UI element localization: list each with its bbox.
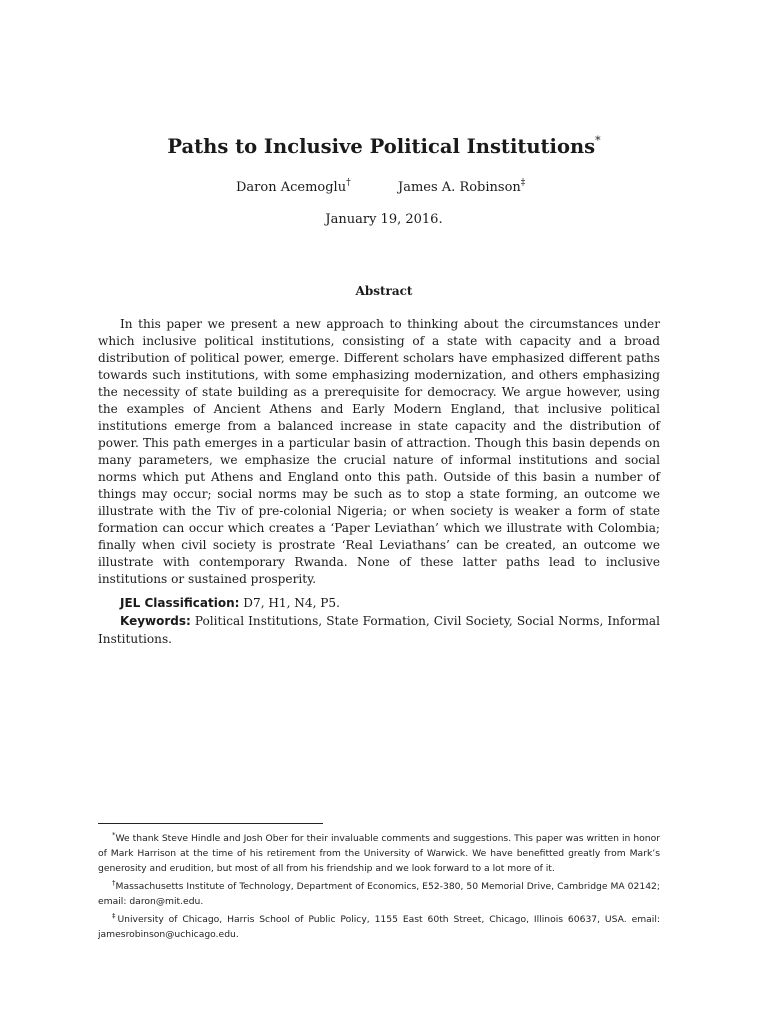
- footnote-text: Massachusetts Institute of Technology, Department of Economics, E52-380, 50 Memorial Drive, Cambridge MA 02142; email: daron@mit.edu.: [98, 881, 660, 907]
- keywords-label: Keywords:: [120, 614, 191, 628]
- abstract-body: In this paper we present a new approach to thinking about the circumstances under which inclusive political institutions, consisting of a state with capacity and a broad distribution of political power, emerge. Different scholars have emphasized different paths towards such institutions, with some emphasizing modernization, and others emphasizing the necessity of state building as a prerequisite for democracy. We argue however, using the examples of Ancient Athens and Early Modern England, that inclusive political institutions emerge from a balanced increase in state capacity and the distribution of power. This path emerges in a particular basin of attraction. Though this basin depends on many parameters, we emphasize the crucial nature of informal institutions and social norms which put Athens and England onto this path. Outside of this basin a number of things may occur; social norms may be such as to stop a state forming, an outcome we illustrate with the Tiv of pre-colonial Nigeria; or when society is weaker a form of state formation can occur which creates a ‘Paper Leviathan’ which we illustrate with Colombia; finally when civil society is prostrate ‘Real Leviathans’ can be created, an outcome we illustrate with contemporary Rwanda. None of these latter paths lead to inclusive institutions or sustained prosperity.: [98, 317, 660, 586]
- footnote-marker: ‡: [112, 912, 118, 920]
- keywords: [98, 612, 660, 648]
- classification-block: [98, 594, 660, 648]
- title-footnote-marker: *: [595, 134, 601, 147]
- author-name: Daron Acemoglu: [236, 180, 347, 195]
- jel-label: JEL Classification:: [120, 596, 240, 610]
- keywords-value: Political Institutions, State Formation, Civil Society, Social Norms, Informal Institutions.: [98, 614, 660, 646]
- footnote-robinson-affiliation: [98, 909, 660, 942]
- footnote-marker: *: [112, 831, 116, 839]
- author-acemoglu: [236, 178, 351, 195]
- author-footnote-marker: ‡: [520, 178, 526, 188]
- footnote-marker: †: [112, 879, 116, 887]
- footnote-text: University of Chicago, Harris School of Public Policy, 1155 East 60th Street, Chicago, Illinois 60637, USA. email: jamesrobinson@uchicago.edu.: [98, 914, 660, 940]
- footnote-acknowledgments: [98, 828, 660, 876]
- jel-value: D7, H1, N4, P5.: [239, 596, 340, 610]
- author-footnote-marker: †: [346, 178, 351, 188]
- abstract-heading: Abstract: [355, 284, 413, 298]
- author-name: James A. Robinson: [398, 180, 521, 195]
- author-robinson: [398, 178, 525, 195]
- paper-date: January 19, 2016.: [325, 212, 443, 227]
- title-text: Paths to Inclusive Political Institutions: [167, 135, 596, 158]
- footnote-text: We thank Steve Hindle and Josh Ober for their invaluable comments and suggestions. This paper was written in honor of Mark Harrison at the time of his retirement from the University of Warwick. We have benefitted greatly from Mark’s generosity and erudition, but most of all from his friendship and we look forward to a lot more of it.: [98, 833, 660, 874]
- footnotes: [98, 828, 660, 942]
- jel-classification: [98, 594, 660, 612]
- footnote-acemoglu-affiliation: [98, 876, 660, 909]
- paper-title: [0, 134, 768, 158]
- footnote-divider: [98, 823, 323, 824]
